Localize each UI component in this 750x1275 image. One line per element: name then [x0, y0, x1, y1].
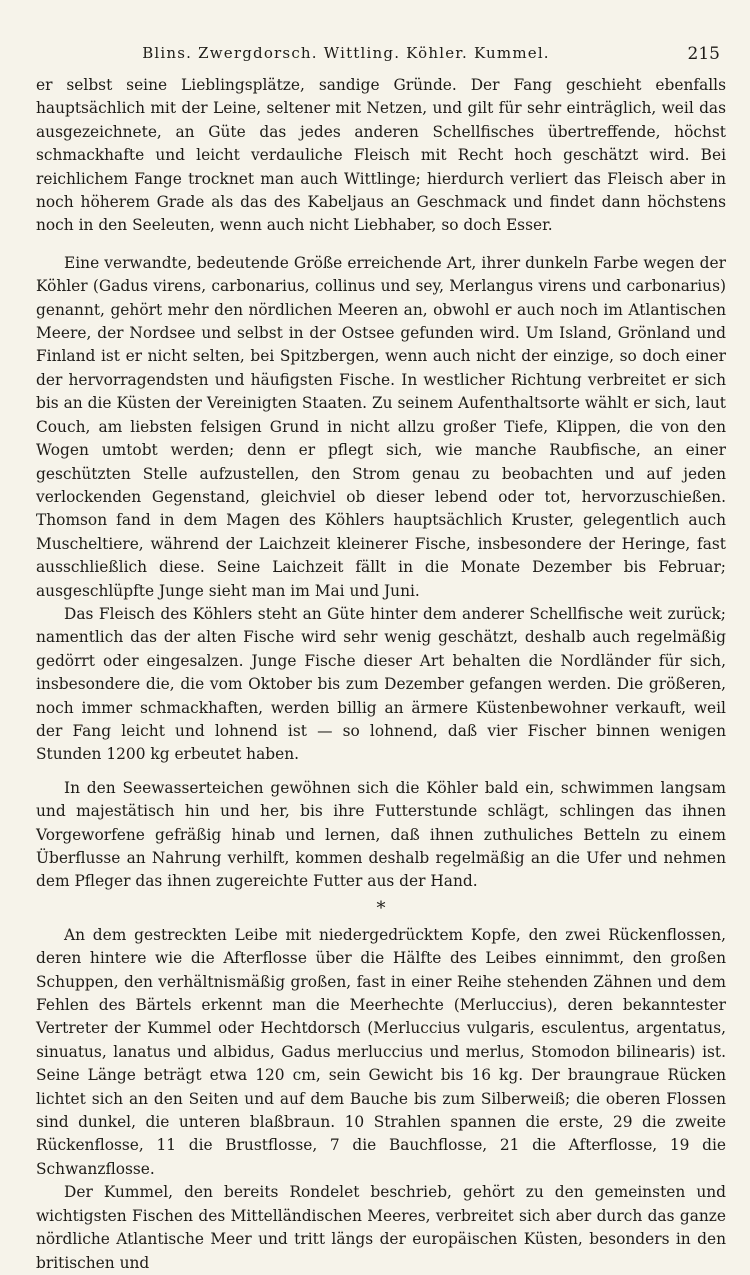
running-head [36, 40, 726, 74]
paragraph-1: er selbst seine Lieblingsplätze, sandige Gründe. Der Fang geschieht ebenfalls hauptsächlich mit der Leine, seltener mit Netzen, und gilt für sehr einträglich, weil das ausgezeichnete, an Güte das jedes anderen Schellfisches übertreffende, höchst schmackhafte und leicht verdauliche Fleisch mit Recht hoch geschätzt wird. Bei reichlichem Fange trocknet man auch Wittlinge; hierdurch verliert das Fleisch aber in noch höherem Grade als das des Kabeljaus an Geschmack und findet dann höchstens noch in den Seeleuten, wenn auch nicht Liebhaber, so doch Esser. [36, 76, 726, 235]
paragraph-5: An dem gestreckten Leibe mit niedergedrücktem Kopfe, den zwei Rückenflossen, deren hintere wie die Afterflosse über die Hälfte des Leibes einnimmt, den großen Schuppen, den verhältnismäßig großen, fast in einer Reihe stehenden Zähnen und dem Fehlen des Bärtels erkennt man die Meerhechte (Merluccius), deren bekanntester Vertreter der Kummel oder Hechtdorsch (Merluccius vulgaris, esculentus, argentatus, sinuatus, lanatus und albidus, Gadus merluccius und merlus, Stomodon bilinearis) ist. Seine Länge beträgt etwa 120 cm, sein Gewicht bis 16 kg. Der braungraue Rücken lichtet sich an den Seiten und auf dem Bauche bis zum Silberweiß; die oberen Flossen sind dunkel, die unteren blaßbraun. 10 Strahlen spannen die erste, 29 die zweite Rückenflosse, 11 die Brustflosse, 7 die Bauchflosse, 21 die Afterflosse, 19 die Schwanzflosse. [36, 925, 726, 1178]
paragraph-4: In den Seewasserteichen gewöhnen sich die Köhler bald ein, schwimmen langsam und majestätisch hin und her, bis ihre Futterstunde schlägt, schlingen das ihnen Vorgeworfene gefräßig hinab und lernen, daß ihnen zuthuliches Betteln zu einem Überflusse an Nahrung verhilft, kommen deshalb regelmäßig an die Ufer und nehmen dem Pfleger das ihnen zugereichte Futter aus der Hand. [36, 778, 726, 891]
running-title: Blins. Zwergdorsch. Wittling. Köhler. Kummel. [142, 44, 550, 62]
body-text [36, 74, 726, 1275]
paragraph-3: Das Fleisch des Köhlers steht an Güte hinter dem anderer Schellfische weit zurück; namentlich das der alten Fische wird sehr wenig geschätzt, deshalb auch regelmäßig gedörrt oder eingesalzen. Junge Fische dieser Art behalten die Nordländer für sich, insbesondere die, die vom Oktober bis zum Dezember gefangen werden. Die größeren, noch immer schmackhaften, werden billig an ärmere Küstenbewohner verkauft, weil der Fang leicht und lohnend ist — so lohnend, daß vier Fischer binnen wenigen Stunden 1200 kg erbeutet haben. [36, 604, 726, 764]
paragraph-6: Der Kummel, den bereits Rondelet beschrieb, gehört zu den gemeinsten und wichtigsten Fischen des Mittelländischen Meeres, verbreitet sich aber durch das ganze nördliche Atlantische Meer und tritt längs der europäischen Küsten, besonders in den britischen und [36, 1183, 726, 1272]
page-number: 215 [687, 44, 720, 64]
paragraph-2: Eine verwandte, bedeutende Größe erreichende Art, ihrer dunkeln Farbe wegen der Köhler (Gadus virens, carbonarius, collinus und sey, Merlangus virens und carbonarius) genannt, gehört mehr den nördlichen Meeren an, obwohl er auch noch im Atlantischen Meere, der Nordsee und selbst in der Ostsee gefunden wird. Um Island, Grönland und Finland ist er nicht selten, bei Spitzbergen, wenn auch nicht der einzige, so doch einer der hervorragendsten und häufigsten Fische. In westlicher Richtung verbreitet er sich bis an die Küsten der Vereinigten Staaten. Zu seinem Aufenthaltsorte wählt er sich, laut Couch, am liebsten felsigen Grund in nicht allzu großer Tiefe, Klippen, die von den Wogen umtobt werden; denn er pflegt sich, wie manche Raubfische, an einer geschützten Stelle aufzustellen, den Strom genau zu beobachten und auf jeden verlockenden Gegenstand, gleichviel ob dieser lebend oder tot, hervorzuschießen. Thomson fand in dem Magen des Köhlers hauptsächlich Kruster, gelegentlich auch Muscheltiere, während der Laichzeit kleinerer Fische, insbesondere der Heringe, fast ausschließlich diese. Seine Laichzeit fällt in die Monate Dezember bis Februar; ausgeschlüpfte Junge sieht man im Mai und Juni. [36, 253, 726, 600]
section-divider: * [376, 897, 386, 919]
